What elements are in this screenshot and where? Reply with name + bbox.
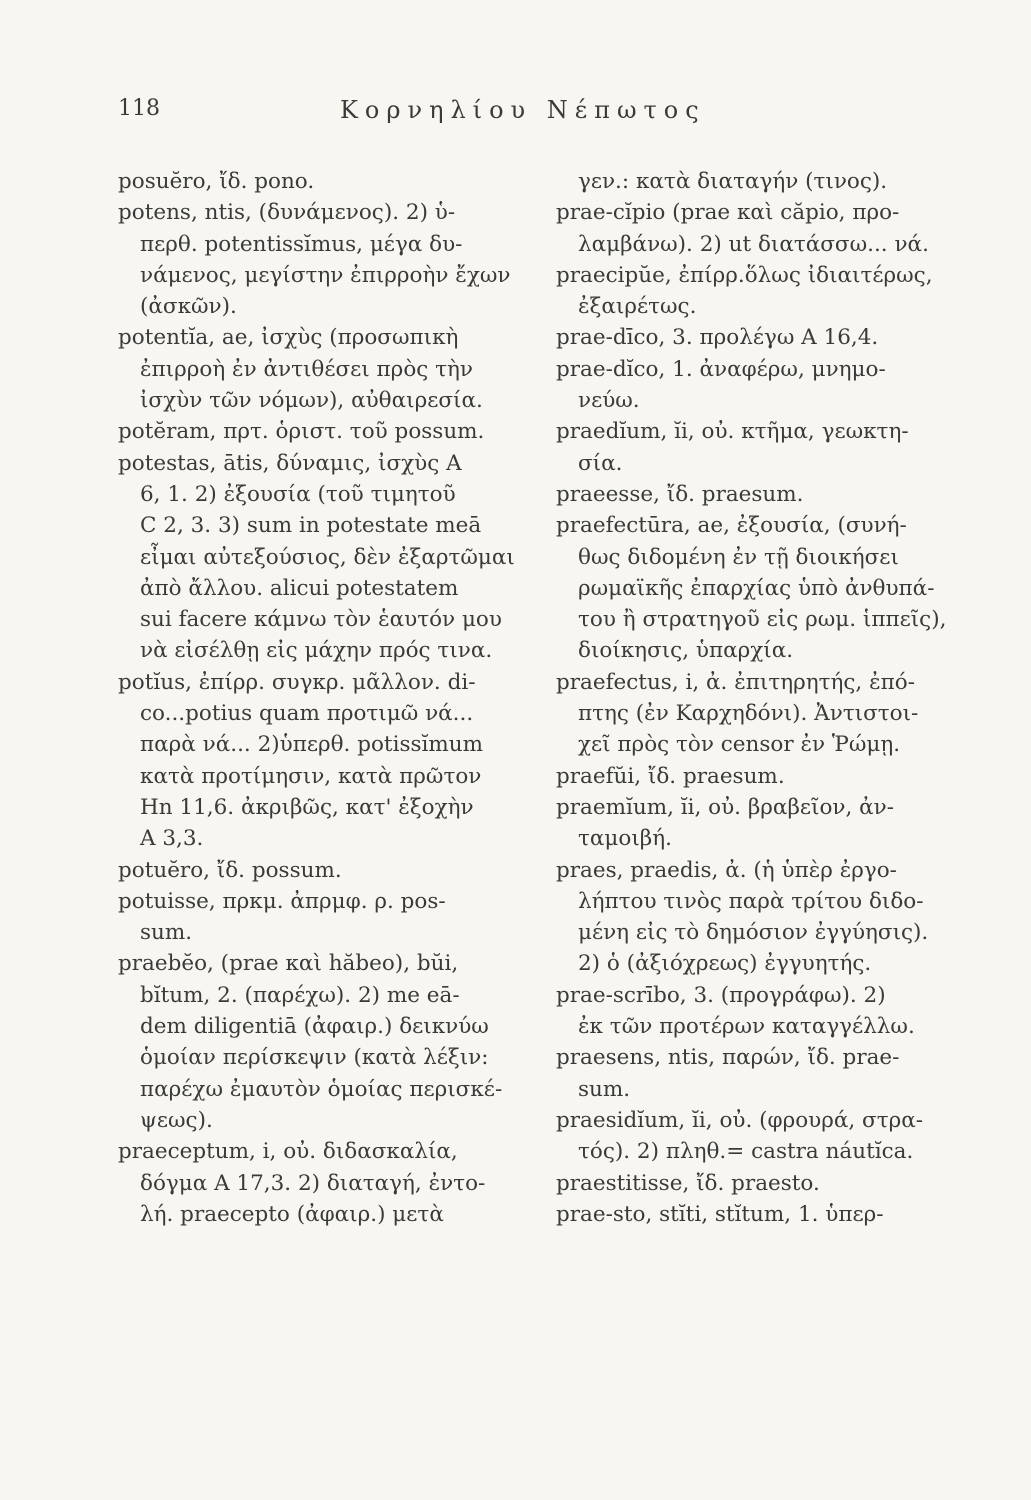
entry-line: ἀπὸ ἄλλου. alicui potestatem xyxy=(140,575,459,601)
entry-line: περθ. potentissĭmus, μέγα δυ- xyxy=(140,231,463,257)
entry-line: prae-scrībo, 3. (προγράφω). 2) xyxy=(556,982,886,1008)
entry-line: potĕram, πρτ. ὁριστ. τοῦ possum. xyxy=(118,419,485,445)
entry-line: ἰσχὺν τῶν νόμων), αὐθαιρεσία. xyxy=(140,388,483,414)
running-title: Κορνηλίου Νέπωτος xyxy=(340,96,706,124)
entry-line: praedĭum, ĭi, οὐ. κτῆμα, γεωκτη- xyxy=(556,419,909,445)
entry-line: praemĭum, ĭi, οὐ. βραβεῖον, ἀν- xyxy=(556,794,894,820)
entry-line: ρωμαϊκῆς ἐπαρχίας ὑπὸ ἀνθυπά- xyxy=(578,575,935,601)
entry-line: κατὰ προτίμησιν, κατὰ πρῶτον xyxy=(140,763,482,789)
entry-line: prae-cĭpio (prae καὶ căpio, προ- xyxy=(556,200,900,226)
entry-line: praeesse, ἴδ. praesum. xyxy=(556,481,804,507)
entry-line: (ἀσκῶν). xyxy=(140,294,237,320)
entry-line: prae-sto, stĭti, stĭtum, 1. ὑπερ- xyxy=(556,1201,884,1227)
entry-line: 6, 1. 2) ἐξουσία (τοῦ τιμητοῦ xyxy=(140,481,456,507)
entry-line: praefectus, i, ἀ. ἐπιτηρητής, ἐπό- xyxy=(556,669,915,695)
entry-line: νάμενος, μεγίστην ἐπιρροὴν ἔχων xyxy=(140,262,511,288)
entry-line: νεύω. xyxy=(578,388,640,414)
entry-line: παρέχω ἐμαυτὸν ὁμοίας περισκέ- xyxy=(140,1076,503,1102)
entry-line: potestas, ātis, δύναμις, ἰσχὺς A xyxy=(118,450,462,476)
entry-line: λή. praecepto (ἀφαιρ.) μετὰ xyxy=(140,1201,444,1227)
entry-line: ψεως). xyxy=(140,1107,213,1133)
entry-line: praes, praedis, ἀ. (ἡ ὑπὲρ ἐργο- xyxy=(556,857,897,883)
entry-line: παρὰ νά... 2)ὑπερθ. potissĭmum xyxy=(140,732,484,758)
entry-line: praeceptum, i, οὐ. διδασκαλία, xyxy=(118,1139,458,1165)
entry-line: praesidĭum, ĭi, οὐ. (φρουρά, στρα- xyxy=(556,1107,924,1133)
entry-line: δόγμα A 17,3. 2) διαταγή, ἐντο- xyxy=(140,1170,486,1196)
left-column xyxy=(118,166,538,1230)
entry-line: sui facere κάμνω τὸν ἑαυτόν μου xyxy=(140,607,502,633)
page-header xyxy=(0,96,1031,136)
entry-line: praecipŭe, ἐπίρρ.ὅλως ἰδιαιτέρως, xyxy=(556,262,933,288)
entry-line: prae-dīco, 3. προλέγω A 16,4. xyxy=(556,325,879,351)
entry-line: praebĕo, (prae καὶ hăbeo), bŭi, xyxy=(118,951,459,977)
entry-line: prae-dĭco, 1. ἀναφέρω, μνημο- xyxy=(556,356,886,382)
entry-line: praefectūra, ae, ἐξουσία, (συνή- xyxy=(556,513,907,539)
entry-line: ταμοιβή. xyxy=(578,826,672,852)
entry-line: εἶμαι αὐτεξούσιος, δὲν ἐξαρτῶμαι xyxy=(140,544,515,570)
entry-line: ἐπιρροὴ ἐν ἀντιθέσει πρὸς τὴν xyxy=(140,356,473,382)
entry-line: λαμβάνω). 2) ut διατάσσω... νά. xyxy=(578,231,929,257)
entry-line: ἐκ τῶν προτέρων καταγγέλλω. xyxy=(578,1014,915,1040)
entry-line: A 3,3. xyxy=(140,826,204,852)
entry-line: του ἢ στρατηγοῦ εἰς ρωμ. ἱππεῖς), xyxy=(578,607,947,633)
entry-line: bĭtum, 2. (παρέχω). 2) me eā- xyxy=(140,982,460,1008)
entry-line: praefŭi, ἴδ. praesum. xyxy=(556,763,785,789)
entry-line: praesens, ntis, παρών, ἴδ. prae- xyxy=(556,1045,900,1071)
entry-line: τός). 2) πληθ.= castra náutĭca. xyxy=(578,1139,914,1165)
entry-line: νὰ εἰσέλθῃ εἰς μάχην πρός τινα. xyxy=(140,638,493,664)
entry-line: θως διδομένη ἐν τῇ διοικήσει xyxy=(578,544,899,570)
entry-line: praestitisse, ἴδ. praesto. xyxy=(556,1170,820,1196)
page-number: 118 xyxy=(118,96,160,121)
entry-line: potens, ntis, (δυνάμενος). 2) ὑ- xyxy=(118,200,456,226)
entry-line: πτης (ἐν Καρχηδόνι). Ἀντιστοι- xyxy=(578,701,919,727)
entry-line: χεῖ πρὸς τὸν censor ἐν Ῥώμῃ. xyxy=(578,732,901,758)
entry-line: ἐξαιρέτως. xyxy=(578,294,697,320)
entry-line: potentĭa, ae, ἰσχὺς (προσωπικὴ xyxy=(118,325,459,351)
entry-line: μένη εἰς τὸ δημόσιον ἐγγύησις). xyxy=(578,920,929,946)
entry-line: sum. xyxy=(140,920,193,946)
entry-line: potĭus, ἐπίρρ. συγκρ. μᾶλλον. di- xyxy=(118,669,476,695)
entry-line: ὁμοίαν περίσκεψιν (κατὰ λέξιν: xyxy=(140,1045,489,1071)
entry-line: λήπτου τινὸς παρὰ τρίτου διδο- xyxy=(578,888,924,914)
entry-line: σία. xyxy=(578,450,623,476)
entry-line: potuĕro, ἴδ. possum. xyxy=(118,857,342,883)
entry-line: potuisse, πρκμ. ἀπρμφ. ρ. pos- xyxy=(118,888,446,914)
right-column xyxy=(556,166,976,1230)
entry-line: C 2, 3. 3) sum in potestate meā xyxy=(140,513,482,539)
entry-line: sum. xyxy=(578,1076,631,1102)
entry-line: posuĕro, ἴδ. pono. xyxy=(118,169,315,194)
entry-line: διοίκησις, ὑπαρχία. xyxy=(578,638,794,664)
entry-line: dem diligentiā (ἀφαιρ.) δεικνύω xyxy=(140,1014,489,1040)
entry-line: γεν.: κατὰ διαταγήν (τινος). xyxy=(578,169,888,194)
entry-line: Hn 11,6. ἀκριβῶς, κατ' ἐξοχὴν xyxy=(140,794,474,820)
entry-line: 2) ὁ (ἀξιόχρεως) ἐγγυητής. xyxy=(578,951,872,977)
entry-line: co...potius quam προτιμῶ νά... xyxy=(140,701,474,727)
